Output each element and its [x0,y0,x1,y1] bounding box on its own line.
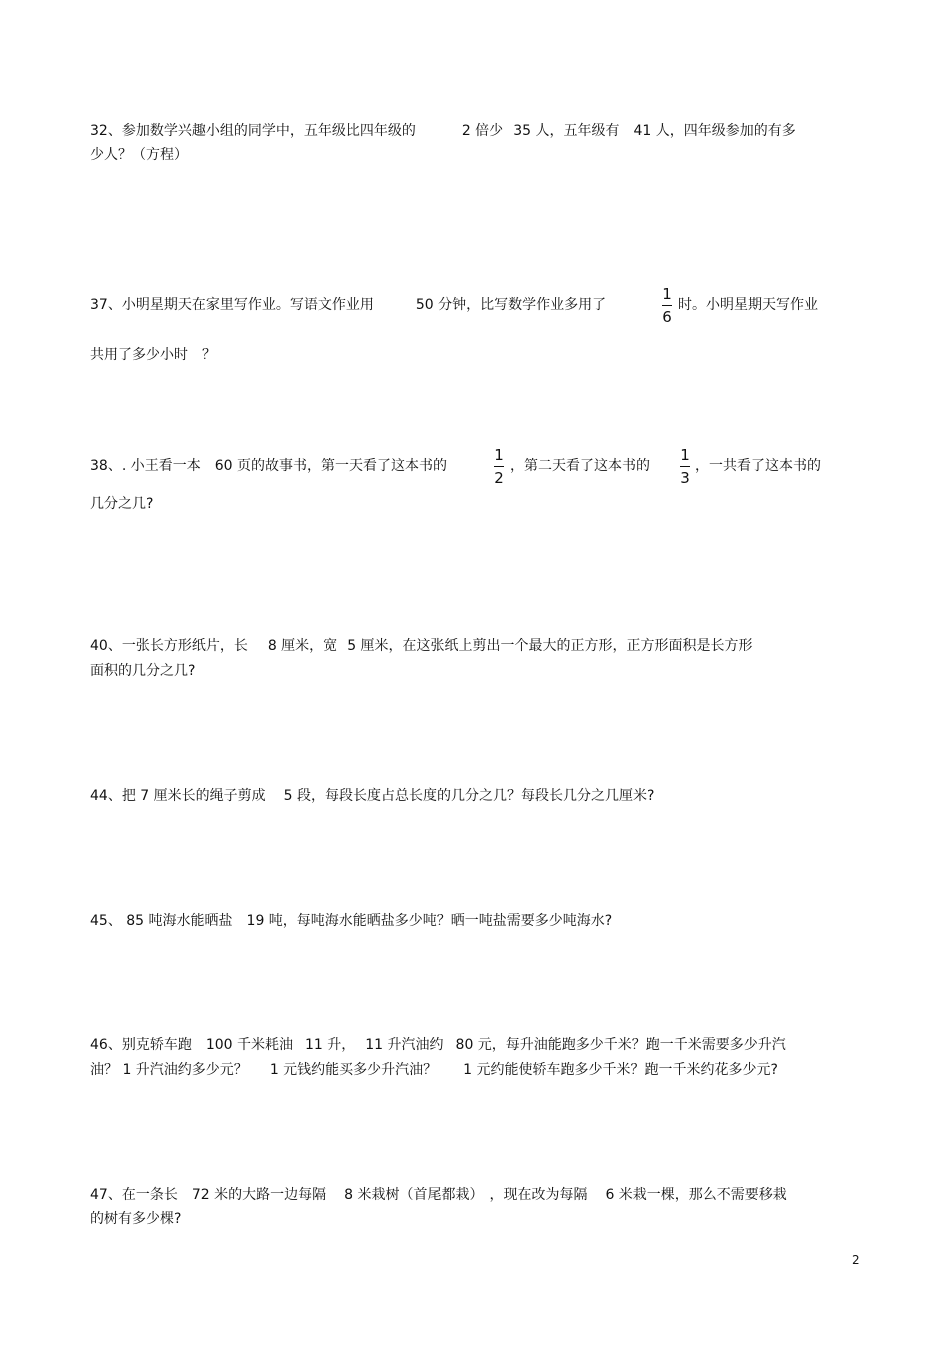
q37-fraction-denominator: 6 [662,308,672,326]
q37-text-b: 50 分钟，比写数学作业多用了 [415,297,607,313]
q37-fraction [662,285,672,326]
q47-text-a: 47、在一条长 [90,1187,178,1203]
q38-text-a: 38、. 小王看一本 [90,458,201,474]
q32-text-a: 32、参加数学兴趣小组的同学中，五年级比四年级的 [90,123,416,139]
q46-text-c: 11 升， [305,1037,356,1053]
question-45-line-1 [90,911,612,931]
q45-text-b: 19 吨，每吨海水能晒盐多少吨？晒一吨盐需要多少吨海水? [246,913,613,929]
q38-fraction-1 [494,446,504,487]
page-number: 2 [852,1253,860,1267]
q45-text-a: 45、 85 吨海水能晒盐 [90,913,233,929]
q38-fraction-2-denominator: 3 [680,469,690,487]
q32-text-b: 2 倍少 [461,123,504,139]
q38-fraction-1-numerator: 1 [494,446,504,464]
q40-text-b: 8 厘米，宽 [267,638,338,654]
q38-fraction-1-denominator: 2 [494,469,504,487]
q38-fraction-2-numerator: 1 [680,446,690,464]
q32-text-d: 41 人，四年级参加的有多 [633,123,796,139]
q32-text-c: 35 人，五年级有 [513,123,620,139]
q38-fraction-2 [680,446,690,487]
question-37-line-2: 共用了多少小时 ？ [90,347,216,363]
q47-text-d: ，现在改为每隔 [489,1187,588,1203]
q44-text-a: 44、把 7 厘米长的绳子剪成 [90,788,266,804]
question-47-line-2: 的树有多少棵? [90,1211,182,1227]
q47-text-b: 72 米的大路一边每隔 [191,1187,327,1203]
q37-fraction-numerator: 1 [662,285,672,303]
question-46-line-1 [90,1035,786,1055]
question-40-line-1 [90,636,753,656]
question-37-line-1 [90,295,606,315]
q38-text-c: ，第二天看了这本书的 [510,458,650,474]
q46-text-h: 1 元约能使轿车跑多少千米？跑一千米约花多少元? [463,1062,778,1078]
question-46-line-2 [90,1060,778,1080]
fraction-bar [494,466,504,467]
q38-text-b: 60 页的故事书，第一天看了这本书的 [214,458,447,474]
question-38-line-2: 几分之几? [90,496,154,512]
fraction-bar [680,466,690,467]
q47-text-e: 6 米栽一棵，那么不需要移栽 [605,1187,787,1203]
question-47-line-1 [90,1185,787,1205]
q37-text-a: 37、小明星期天在家里写作业。写语文作业用 [90,297,374,313]
fraction-bar [662,305,672,306]
q46-text-e: 80 元，每升油能跑多少千米？跑一千米需要多少升汽 [455,1037,786,1053]
question-32-line-2: 少人？（方程） [90,147,188,163]
q37-text-c: 时。小明星期天写作业 [678,297,818,313]
question-32-line-1 [90,121,796,141]
q38-text-d: ，一共看了这本书的 [695,458,821,474]
question-44-line-1 [90,786,654,806]
q40-text-a: 40、一张长方形纸片，长 [90,638,248,654]
q46-text-d: 11 升汽油约 [365,1037,444,1053]
q47-text-c: 8 米栽树（首尾都栽） [344,1187,484,1203]
q46-text-f: 油？ 1 升汽油约多少元？ [90,1062,248,1078]
q46-text-b: 100 千米耗油 [205,1037,293,1053]
q40-text-c: 5 厘米，在这张纸上剪出一个最大的正方形，正方形面积是长方形 [347,638,753,654]
q46-text-g: 1 元钱约能买多少升汽油？ [269,1062,438,1078]
q46-text-a: 46、别克轿车跑 [90,1037,192,1053]
question-40-line-2: 面积的几分之几? [90,663,196,679]
q44-text-b: 5 段，每段长度占总长度的几分之几？每段长几分之几厘米? [283,788,655,804]
question-38-line-1 [90,456,447,476]
